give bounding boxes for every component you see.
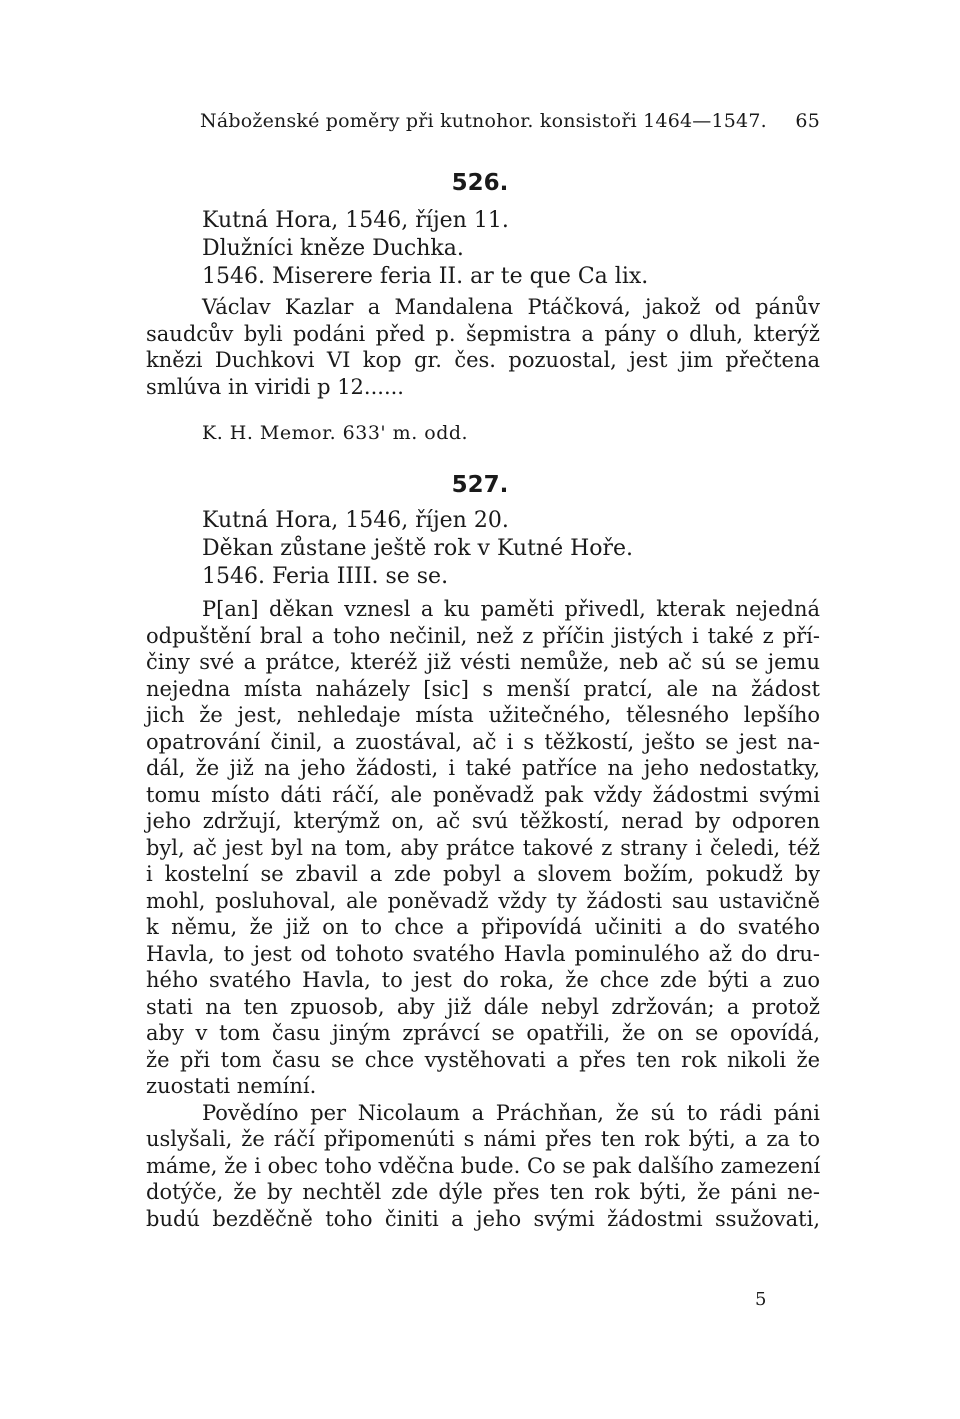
doc527-para1-line: P[an] děkan vznesl a ku paměti přivedl, kterak nejedná	[202, 597, 820, 621]
doc527-para1-line: jich že jest, nehledaje místa užitečného, tělesného lepšího	[146, 703, 820, 727]
doc526-line: smlúva in viridi p 12......	[146, 374, 404, 399]
doc527-para1-line: aby v tom času jiným zprávcí se opatřili, že on se opovídá,	[146, 1021, 820, 1045]
doc527-para2-line: máme, že i obec toho vděčna bude. Co se pak dalšího zamezení	[146, 1153, 821, 1178]
doc527-para1-line: tomu místo dáti ráčí, ale poněvadž pak vždy žádostmi svými	[146, 782, 820, 807]
doc527-para1-line: že při tom času se chce vystěhovati a přes ten rok nikoli že	[146, 1047, 820, 1072]
doc527-place-date: Kutná Hora, 1546, říjen 20.	[202, 508, 509, 533]
doc526-body	[146, 294, 820, 400]
doc527-para2-line: uslyšali, že ráčí připomenúti s námi přes ten rok býti, a za to	[146, 1127, 820, 1151]
doc527-para1-line: k němu, že již on to chce a připovídá učiniti a do svatého	[146, 915, 820, 939]
document-number-527: 527.	[451, 472, 509, 498]
doc526-line: knězi Duchkovi VI kop gr. čes. pozuostal, jest jim přečtena	[146, 348, 820, 372]
doc527-body	[146, 596, 820, 1232]
doc527-para1-line: jeho zdržují, kterýmž on, ač svú těžkostí, nerad by odporen	[146, 809, 820, 833]
doc527-para1-line: byl, ač jest byl na tom, aby prátce takové z strany i čeledi, též	[146, 835, 820, 860]
doc527-date-line: 1546. Feria IIII. se se.	[202, 564, 449, 589]
signature-mark: 5	[755, 1289, 767, 1310]
doc527-para2-line: budú bezděčně toho činiti a jeho svými žádostmi ssužovati,	[146, 1206, 820, 1231]
doc526-place-date: Kutná Hora, 1546, říjen 11.	[202, 208, 509, 233]
doc526-source: K. H. Memor. 633' m. odd.	[202, 422, 469, 444]
doc527-para1-line: opatrování činil, a zuostával, ač i s těžkostí, ješto se jest na-	[146, 729, 820, 754]
doc527-para1-line: nejedna místa naházely [sic] s menší pratcí, ale na žádost	[146, 676, 820, 701]
doc527-summary: Děkan zůstane ještě rok v Kutné Hoře.	[202, 536, 634, 561]
doc526-line: saudcův byli podáni před p. šepmistra a pány o dluh, kterýž	[146, 321, 820, 346]
doc526-summary: Dlužníci kněze Duchka.	[202, 236, 464, 261]
doc526-line: Václav Kazlar a Mandalena Ptáčková, jakož od pánův	[202, 295, 820, 319]
doc527-para1-line: stati na ten zpuosob, aby již dále nebyl zdržován; a protož	[146, 994, 820, 1019]
doc527-para1-line: i kostelní se zbavil a zde pobyl a slovem božím, pokudž by	[146, 862, 820, 886]
running-head	[200, 110, 820, 132]
doc527-para1-line: hého svatého Havla, to jest do roka, že chce zde býti a zuo	[146, 968, 820, 992]
doc527-para1-line: Havla, to jest od tohoto svatého Havla pominulého až do dru-	[146, 941, 820, 966]
doc527-para1-line: činy své a prátce, kteréž již vésti nemůže, neb ač sú se jemu	[146, 650, 820, 674]
doc527-para1-line: mohl, posluhoval, ale poněvadž vždy ty žádosti sau ustavičně	[146, 888, 820, 913]
doc527-para2-line: dotýče, že by nechtěl zde dýle přes ten rok býti, že páni ne-	[146, 1180, 820, 1204]
doc527-para2-line: Povědíno per Nicolaum a Práchňan, že sú to rádi páni	[202, 1100, 820, 1125]
page-number: 65	[795, 110, 820, 132]
document-number-526: 526.	[451, 170, 509, 196]
running-head-title: Náboženské poměry při kutnohor. konsistoři 1464—1547.	[200, 110, 767, 132]
doc526-date-line: 1546. Miserere feria II. ar te que Ca lix.	[202, 264, 649, 289]
doc527-para1-line: dál, že již na jeho žádosti, i také patříce na jeho nedostatky,	[146, 756, 820, 780]
doc527-para1-line: odpuštění bral a toho nečinil, než z příčin jistých i také z pří-	[146, 623, 820, 648]
doc527-para1-line: zuostati nemíní.	[146, 1074, 317, 1098]
